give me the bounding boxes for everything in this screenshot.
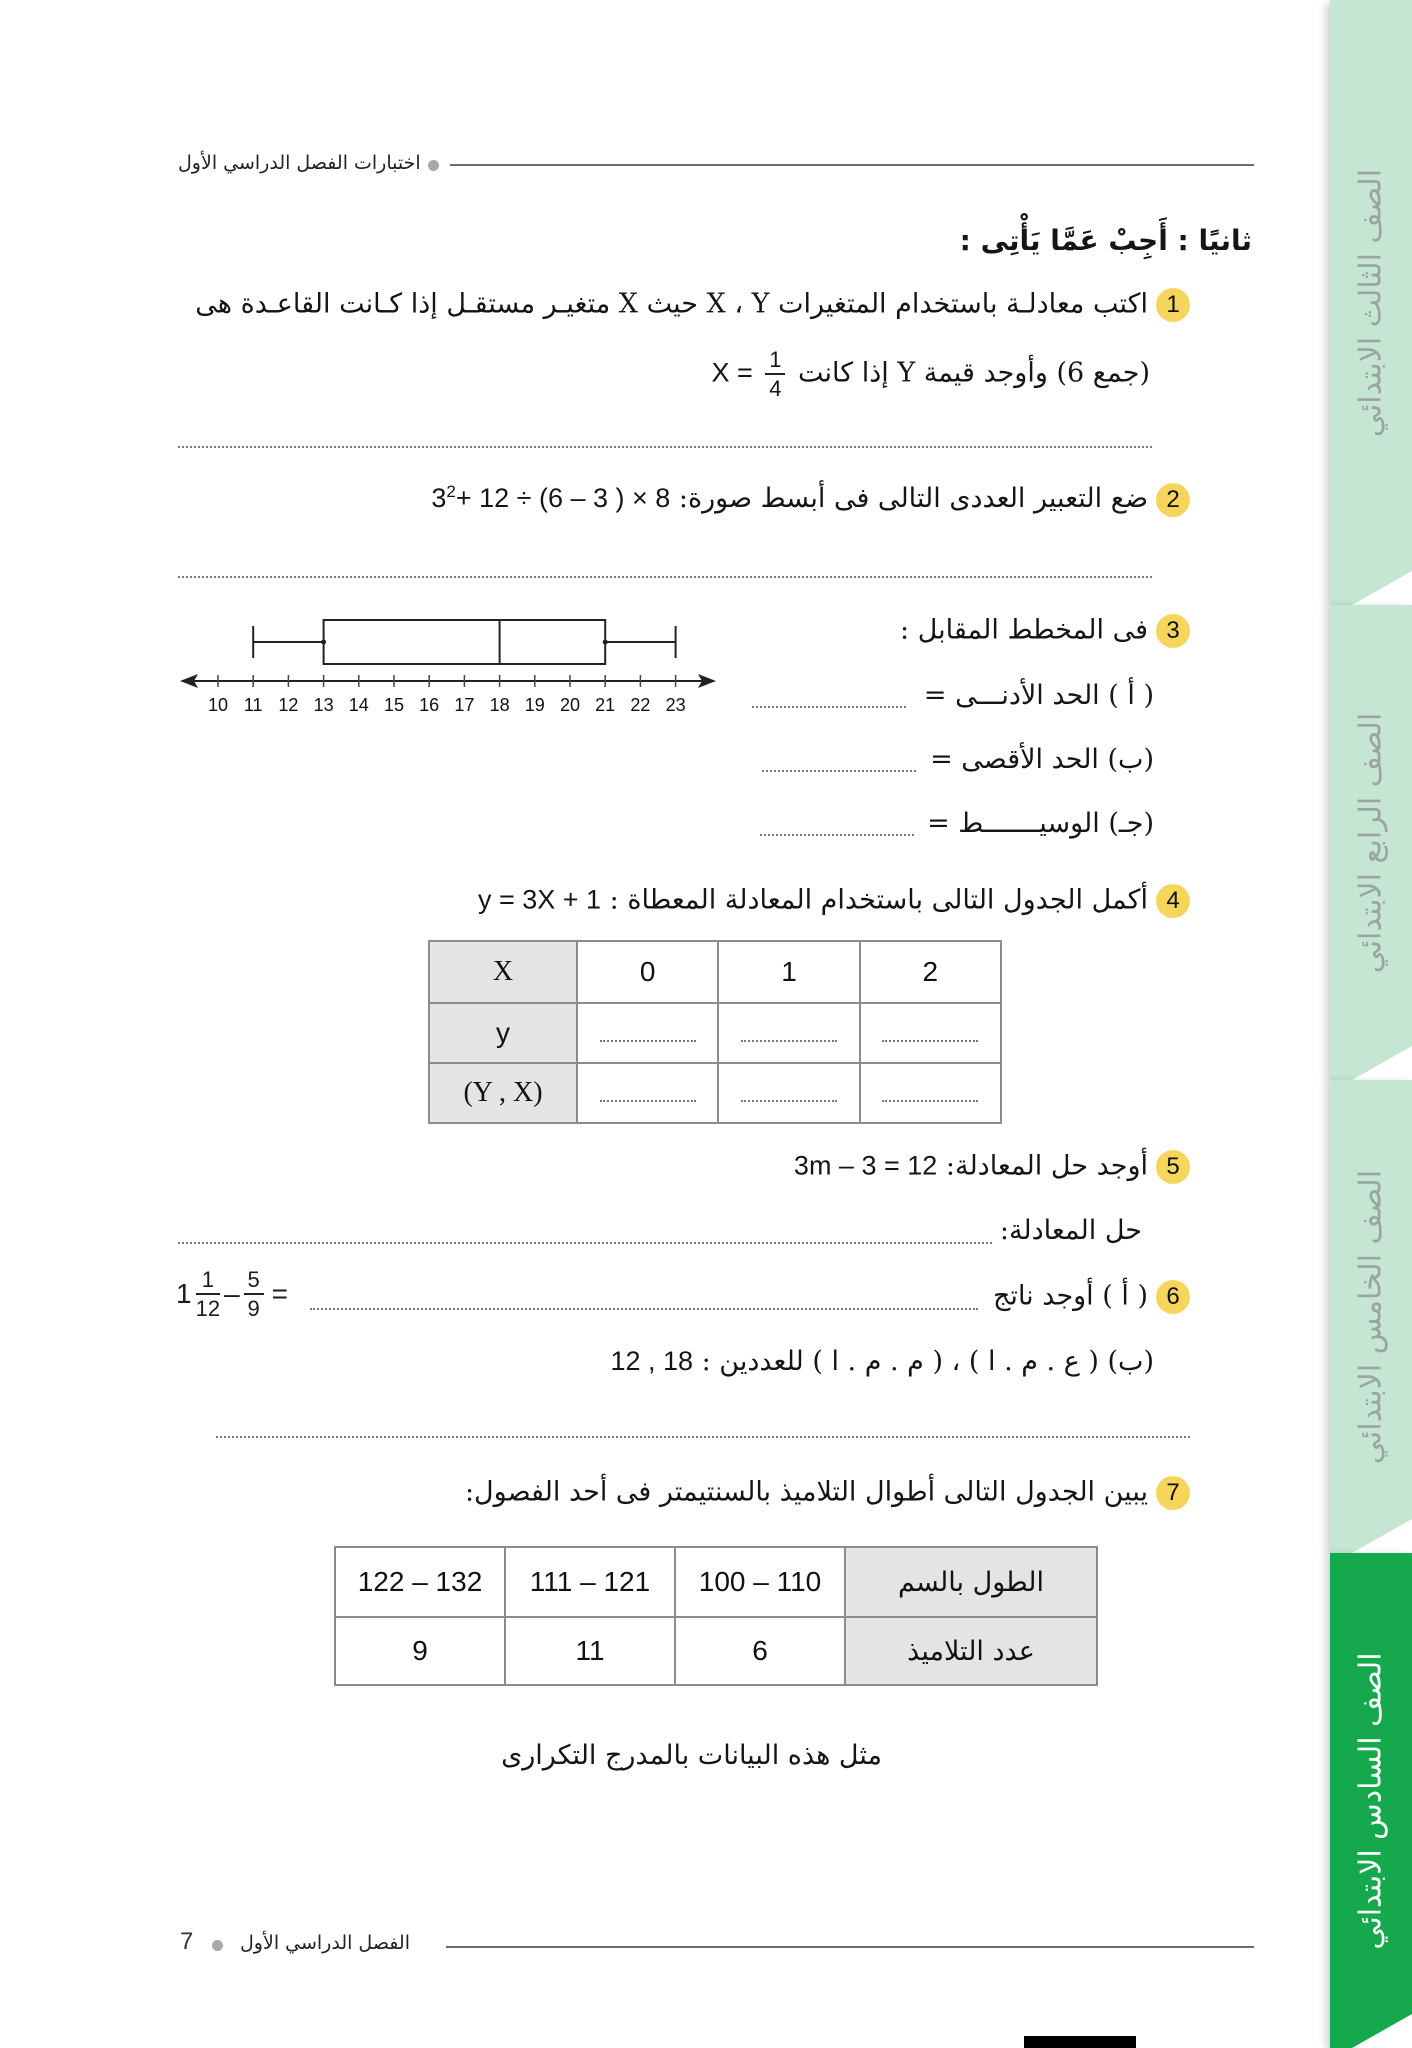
question-7-instruction: مثل هذه البيانات بالمدرج التكرارى <box>501 1740 882 1771</box>
question-6b <box>610 1346 1154 1377</box>
axis-tick-label: 23 <box>665 695 686 715</box>
question-5-text: أوجد حل المعادلة: <box>945 1150 1148 1182</box>
answer-line-q2[interactable] <box>178 576 1152 578</box>
answer-line-q3c[interactable] <box>760 834 914 836</box>
expr-exponent: 2 <box>446 482 456 501</box>
question-1-line2 <box>712 348 1150 400</box>
axis-tick-label: 17 <box>454 695 475 715</box>
fraction-bar <box>244 1293 264 1295</box>
minus-sign: – <box>224 1278 240 1310</box>
answer-cell[interactable] <box>577 1003 718 1063</box>
answer-line-q3b[interactable] <box>762 770 916 772</box>
question-6a <box>993 1280 1190 1314</box>
expr-base: 3 <box>431 483 447 513</box>
question-3-title: فى المخطط المقابل : <box>900 614 1148 646</box>
tab-notch <box>1352 1519 1412 1553</box>
equals-sign: = <box>271 1278 288 1310</box>
axis-tick-label: 14 <box>348 695 369 715</box>
answer-cell[interactable] <box>718 1003 859 1063</box>
axis-tick-label: 22 <box>630 695 651 715</box>
footer-chapter: الفصل الدراسي الأول <box>240 1932 410 1954</box>
q3-part-c-label: (جـ) الوسيـــــــط = <box>927 808 1154 839</box>
table-row <box>335 1547 1097 1617</box>
answer-line-q6a[interactable] <box>310 1308 978 1310</box>
axis-tick-label: 16 <box>419 695 440 715</box>
question-number-badge: 5 <box>1156 1150 1190 1184</box>
iqr-box <box>324 620 606 664</box>
footer-rule <box>446 1946 1254 1948</box>
q1-point <box>321 640 326 645</box>
fraction-numerator: 5 <box>247 1267 260 1292</box>
answer-cell[interactable] <box>860 1063 1001 1123</box>
axis-tick-label: 13 <box>313 695 334 715</box>
table-row <box>429 1063 1001 1123</box>
side-tab-label: الصف الثالث الابتدائي <box>1353 168 1389 437</box>
fraction-denominator: 9 <box>247 1296 260 1322</box>
fraction-bar <box>196 1293 220 1295</box>
answer-dots <box>882 1032 978 1042</box>
fraction-bar <box>765 373 785 375</box>
side-tab-label: الصف الرابع الابتدائي <box>1353 712 1389 973</box>
box-plot <box>178 610 718 720</box>
axis-tick-label: 11 <box>243 695 263 715</box>
page-number: 7 <box>180 1928 194 1955</box>
table-row <box>335 1617 1097 1685</box>
question-number-badge: 4 <box>1156 884 1190 918</box>
axis-tick-label: 15 <box>383 695 405 715</box>
fraction-denominator: 4 <box>769 376 782 402</box>
q6-fraction-expression <box>176 1268 288 1320</box>
question-2-text: ضع التعبير العددى التالى فى أبسط صورة: <box>678 483 1148 514</box>
header-rule <box>450 164 1254 166</box>
count-cell: 9 <box>335 1617 505 1685</box>
solution-label: حل المعادلة: <box>999 1215 1142 1246</box>
axis-tick-label: 10 <box>207 695 229 715</box>
heights-table <box>334 1546 1098 1686</box>
question-7 <box>465 1476 1190 1510</box>
question-3 <box>900 614 1190 648</box>
tab-notch <box>1352 1046 1412 1080</box>
question-1-line1: اكتب معادلـة باستخدام المتغيرات X ، Y حيث X متغيـر مستقـل إذا كـانت القاعـدة هى <box>195 288 1148 320</box>
q3-part-b <box>930 744 1154 775</box>
row-header: (Y , X) <box>429 1063 577 1123</box>
answer-dots <box>600 1092 696 1102</box>
table-cell: 2 <box>860 941 1001 1003</box>
side-tab-grade-4[interactable] <box>1330 605 1412 1080</box>
scan-artifact <box>1024 2036 1136 2048</box>
expr-rest: + 12 ÷ (6 – 3 ) × 8 <box>455 483 671 513</box>
q3-part-c <box>927 808 1154 839</box>
answer-line-q3a[interactable] <box>752 706 906 708</box>
answer-line-q6b[interactable] <box>216 1436 1190 1438</box>
answer-dots <box>600 1032 696 1042</box>
axis-tick-label: 19 <box>524 695 545 715</box>
question-number-badge: 1 <box>1156 288 1190 322</box>
header-bullet <box>428 160 439 171</box>
answer-cell[interactable] <box>718 1063 859 1123</box>
side-tab-label: الصف السادس الابتدائي <box>1353 1651 1389 1950</box>
axis-tick-label: 20 <box>559 695 581 715</box>
side-tab-grade-3[interactable] <box>1330 0 1412 605</box>
q3-part-a-label: ( أ ) الحد الأدنـــى = <box>923 680 1154 711</box>
section-title: ثانيًا : أَجِبْ عَمَّا يَأْتِى : <box>959 224 1252 257</box>
fraction-one-quarter <box>765 348 785 400</box>
count-cell: 6 <box>675 1617 845 1685</box>
side-tab-grade-6[interactable] <box>1330 1553 1412 2048</box>
question-4-text: أكمل الجدول التالى باستخدام المعادلة المعطاة : <box>609 884 1148 916</box>
side-tab-grade-5[interactable] <box>1330 1080 1412 1553</box>
q3-point <box>603 640 608 645</box>
row-header: عدد التلاميذ <box>845 1617 1097 1685</box>
answer-dots <box>882 1092 978 1102</box>
answer-dots <box>741 1032 837 1042</box>
table-row <box>429 941 1001 1003</box>
axis-tick-label: 12 <box>278 695 299 715</box>
count-cell: 11 <box>505 1617 675 1685</box>
fraction-numerator: 1 <box>201 1267 214 1292</box>
question-1-var: X = <box>711 357 753 388</box>
question-2-expression <box>431 482 670 514</box>
mixed-whole: 1 <box>176 1278 192 1310</box>
question-number-badge: 2 <box>1156 483 1190 517</box>
fraction-numerator: 1 <box>769 347 782 372</box>
question-7-text: يبين الجدول التالى أطوال التلاميذ بالسنتيمتر فى أحد الفصول: <box>464 1476 1148 1508</box>
question-number-badge: 3 <box>1156 614 1190 648</box>
question-number-badge: 6 <box>1156 1280 1190 1314</box>
question-1-prefix: (جمع 6) وأوجد قيمة Y إذا كانت <box>798 357 1150 389</box>
fraction-1-12 <box>196 1268 220 1320</box>
row-header: الطول بالسم <box>845 1547 1097 1617</box>
side-tab-label: الصف الخامس الابتدائي <box>1353 1169 1389 1464</box>
question-number-badge: 7 <box>1156 1476 1190 1510</box>
table-cell: 0 <box>577 941 718 1003</box>
question-6a-text: ( أ ) أوجد ناتج <box>993 1280 1148 1312</box>
fraction-denominator: 12 <box>195 1296 221 1322</box>
tab-notch <box>1352 2014 1412 2048</box>
question-2 <box>431 482 1190 517</box>
tab-notch <box>1352 571 1412 605</box>
footer-bullet <box>212 1940 223 1951</box>
table-row <box>429 1003 1001 1063</box>
answer-line-q1[interactable] <box>178 446 1152 448</box>
row-header: X <box>429 941 577 1003</box>
question-4-equation: y = 3X + 1 <box>477 884 602 915</box>
q3-part-b-label: (ب) الحد الأقصى = <box>930 744 1154 775</box>
range-cell: 122 – 132 <box>335 1547 505 1617</box>
range-cell: 100 – 110 <box>675 1547 845 1617</box>
fraction-5-9 <box>244 1268 264 1320</box>
question-6b-numbers: 12 , 18 <box>610 1346 694 1376</box>
xy-table <box>428 940 1002 1124</box>
question-5 <box>794 1150 1190 1184</box>
axis-tick-label: 18 <box>489 695 510 715</box>
q3-part-a <box>924 680 1154 711</box>
answer-cell[interactable] <box>860 1003 1001 1063</box>
range-cell: 111 – 121 <box>505 1547 675 1617</box>
answer-cell[interactable] <box>577 1063 718 1123</box>
answer-line-q5[interactable] <box>178 1242 992 1244</box>
table-cell: 1 <box>718 941 859 1003</box>
question-1 <box>195 288 1190 322</box>
question-5-equation: 3m – 3 = 12 <box>793 1150 938 1181</box>
question-4 <box>478 884 1190 918</box>
answer-dots <box>741 1092 837 1102</box>
axis-tick-label: 21 <box>595 695 616 715</box>
row-header: y <box>429 1003 577 1063</box>
question-6b-text: (ب) ( ع . م . ا ) ، ( م . م . ا ) للعددين : <box>701 1346 1154 1377</box>
running-header-title: اختبارات الفصل الدراسي الأول <box>178 152 421 174</box>
